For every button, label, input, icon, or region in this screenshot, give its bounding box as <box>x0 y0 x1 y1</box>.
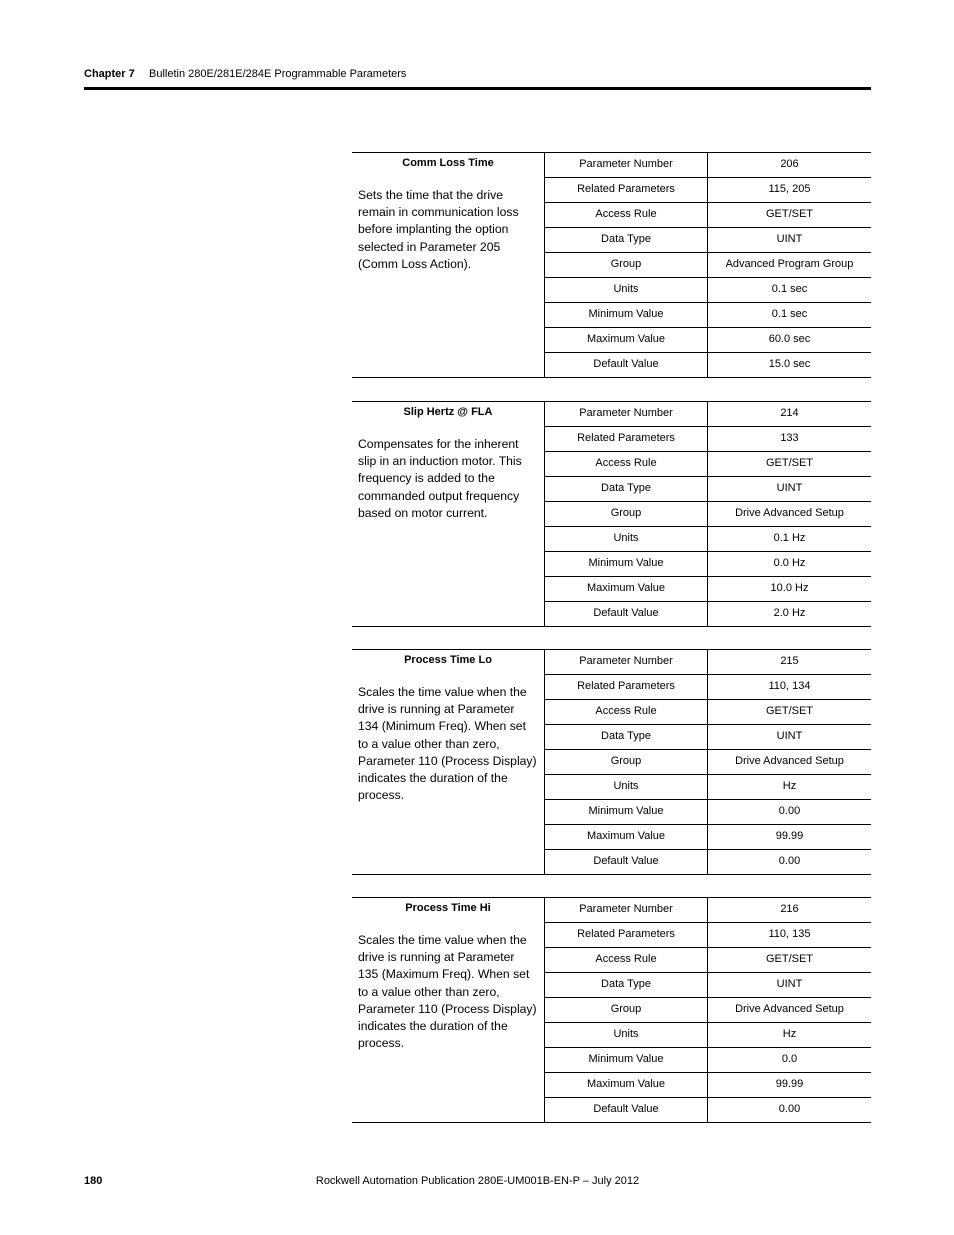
row-value: 110, 135 <box>768 928 811 940</box>
table-row <box>545 898 871 923</box>
table-row <box>545 452 871 477</box>
row-value: 115, 205 <box>768 183 811 195</box>
row-value: 2.0 Hz <box>773 607 806 619</box>
row-label: Maximum Value <box>545 825 708 849</box>
row-value: Hz <box>782 780 797 792</box>
row-label: Related Parameters <box>545 675 708 699</box>
row-value: Drive Advanced Setup <box>735 507 844 519</box>
row-label: Minimum Value <box>545 303 708 327</box>
table-row <box>545 775 871 800</box>
row-label: Default Value <box>545 1098 708 1123</box>
row-label: Related Parameters <box>545 427 708 451</box>
param-description: Scales the time value when the drive is running at Parameter 135 (Maximum Freq). When set to a value other than zero, Parameter 110 (Process Display) indicates the duration of the process. <box>358 933 537 1051</box>
row-label: Related Parameters <box>545 923 708 947</box>
row-label: Group <box>545 502 708 526</box>
table-row <box>545 923 871 948</box>
param-table-process-time-hi <box>352 897 871 1123</box>
table-row <box>545 850 871 875</box>
row-value: 0.1 sec <box>771 283 808 295</box>
table-row <box>545 228 871 253</box>
param-title: Process Time Lo <box>404 654 492 666</box>
row-value: Drive Advanced Setup <box>735 1003 844 1015</box>
param-title: Slip Hertz @ FLA <box>403 406 493 418</box>
row-value: UINT <box>776 482 803 494</box>
row-value: 0.0 Hz <box>773 557 806 569</box>
row-value: 0.1 Hz <box>773 532 806 544</box>
row-value: 60.0 sec <box>768 333 811 345</box>
row-label: Maximum Value <box>545 577 708 601</box>
table-row <box>545 800 871 825</box>
row-value: 110, 134 <box>768 680 811 692</box>
row-label: Maximum Value <box>545 1073 708 1097</box>
table-row <box>545 178 871 203</box>
param-title: Comm Loss Time <box>402 157 494 169</box>
row-label: Data Type <box>545 228 708 252</box>
param-table-process-time-lo <box>352 649 871 875</box>
row-label: Minimum Value <box>545 552 708 576</box>
param-description: Scales the time value when the drive is running at Parameter 134 (Minimum Freq). When set to a value other than zero, Parameter 110 (Process Display) indicates the duration of the process. <box>358 685 537 803</box>
row-label: Access Rule <box>545 203 708 227</box>
param-description: Compensates for the inherent slip in an induction motor. This frequency is added to the commanded output frequency based on motor current. <box>358 437 522 520</box>
table-row <box>545 998 871 1023</box>
table-row <box>545 527 871 552</box>
table-row <box>545 650 871 675</box>
row-label: Data Type <box>545 725 708 749</box>
row-label: Minimum Value <box>545 800 708 824</box>
row-value: 0.0 <box>781 1053 798 1065</box>
row-label: Group <box>545 253 708 277</box>
row-label: Parameter Number <box>545 153 708 177</box>
row-value: 206 <box>780 158 799 170</box>
param-description-cell <box>352 650 545 874</box>
table-row <box>545 750 871 775</box>
table-row <box>545 1048 871 1073</box>
row-value: 99.99 <box>775 830 804 842</box>
table-row <box>545 153 871 178</box>
table-row <box>545 825 871 850</box>
row-label: Parameter Number <box>545 650 708 674</box>
table-row <box>545 577 871 602</box>
row-value: 0.00 <box>778 855 801 867</box>
table-row <box>545 253 871 278</box>
row-label: Group <box>545 998 708 1022</box>
table-row <box>545 203 871 228</box>
param-description-cell <box>352 402 545 626</box>
row-value: Drive Advanced Setup <box>735 755 844 767</box>
table-row <box>545 427 871 452</box>
row-value: 216 <box>780 903 799 915</box>
row-value: Hz <box>782 1028 797 1040</box>
table-row <box>545 278 871 303</box>
table-row <box>545 502 871 527</box>
row-value: 215 <box>780 655 799 667</box>
table-row <box>545 328 871 353</box>
table-row <box>545 477 871 502</box>
row-label: Parameter Number <box>545 402 708 426</box>
row-label: Units <box>545 1023 708 1047</box>
row-value: 0.1 sec <box>771 308 808 320</box>
param-table-slip-hertz <box>352 401 871 627</box>
table-row <box>545 303 871 328</box>
header-title: Bulletin 280E/281E/284E Programmable Parameters <box>149 68 407 80</box>
param-description-cell <box>352 153 545 377</box>
row-label: Parameter Number <box>545 898 708 922</box>
row-value: 214 <box>780 407 799 419</box>
param-attributes <box>545 153 871 378</box>
row-label: Access Rule <box>545 452 708 476</box>
row-label: Units <box>545 775 708 799</box>
param-attributes <box>545 650 871 875</box>
row-value: Advanced Program Group <box>725 258 854 270</box>
param-table-comm-loss-time <box>352 152 871 378</box>
param-attributes <box>545 898 871 1123</box>
page-number: 180 <box>84 1175 103 1187</box>
row-value: UINT <box>776 233 803 245</box>
param-description-cell <box>352 898 545 1122</box>
row-value: GET/SET <box>765 705 814 717</box>
table-row <box>545 1023 871 1048</box>
row-label: Units <box>545 278 708 302</box>
table-row <box>545 353 871 378</box>
table-row <box>545 552 871 577</box>
row-label: Data Type <box>545 973 708 997</box>
table-row <box>545 402 871 427</box>
row-label: Default Value <box>545 353 708 378</box>
row-label: Default Value <box>545 850 708 875</box>
row-value: GET/SET <box>765 953 814 965</box>
row-value: 0.00 <box>778 1103 801 1115</box>
row-label: Maximum Value <box>545 328 708 352</box>
row-value: 10.0 Hz <box>770 582 809 594</box>
row-label: Data Type <box>545 477 708 501</box>
table-row <box>545 948 871 973</box>
row-value: GET/SET <box>765 208 814 220</box>
param-description: Sets the time that the drive remain in communication loss before implanting the option selected in Parameter 205 (Comm Loss Action). <box>358 188 519 271</box>
row-value: 15.0 sec <box>768 358 811 370</box>
row-value: UINT <box>776 730 803 742</box>
row-value: 99.99 <box>775 1078 804 1090</box>
row-label: Access Rule <box>545 700 708 724</box>
row-label: Minimum Value <box>545 1048 708 1072</box>
table-row <box>545 725 871 750</box>
chapter-label: Chapter 7 <box>84 68 135 80</box>
row-value: GET/SET <box>765 457 814 469</box>
row-label: Group <box>545 750 708 774</box>
table-row <box>545 973 871 998</box>
row-label: Related Parameters <box>545 178 708 202</box>
table-row <box>545 602 871 627</box>
publication-info: Rockwell Automation Publication 280E-UM001B-EN-P – July 2012 <box>315 1175 640 1187</box>
param-attributes <box>545 402 871 627</box>
row-value: 133 <box>780 432 799 444</box>
row-value: UINT <box>776 978 803 990</box>
row-label: Access Rule <box>545 948 708 972</box>
row-value: 0.00 <box>778 805 801 817</box>
table-row <box>545 700 871 725</box>
row-label: Units <box>545 527 708 551</box>
table-row <box>545 1098 871 1123</box>
page-header <box>84 66 871 90</box>
table-row <box>545 1073 871 1098</box>
param-title: Process Time Hi <box>405 902 491 914</box>
row-label: Default Value <box>545 602 708 627</box>
table-row <box>545 675 871 700</box>
